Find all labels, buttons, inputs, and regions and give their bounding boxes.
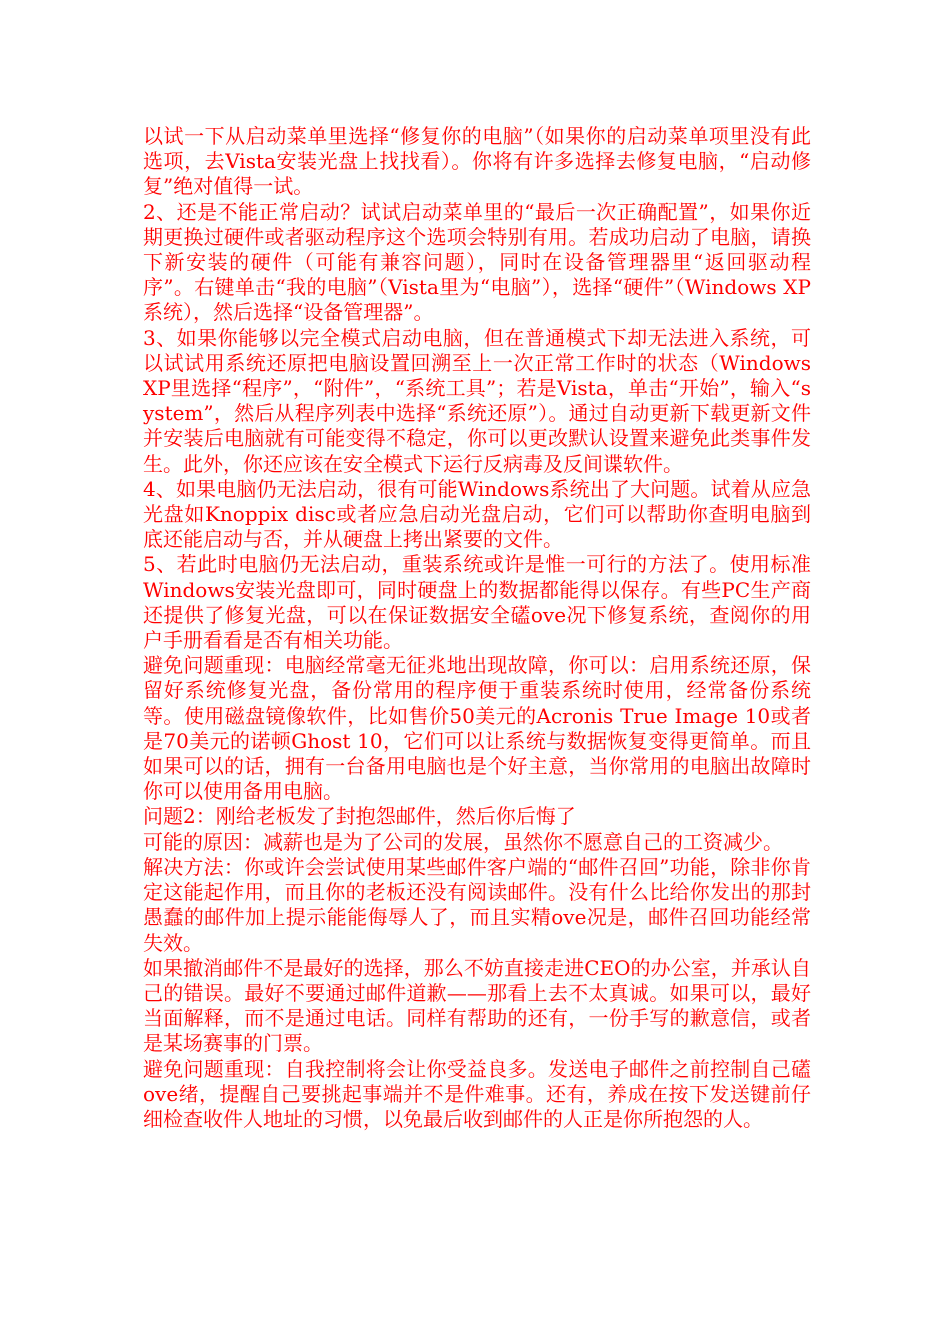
paragraph: 4、如果电脑仍无法启动，很有可能Windows系统出了大问题。试着从应急光盘如Knoppix disc或者应急启动光盘启动，它们可以帮助你查明电脑到底还能启动与否，并从硬盘上拷出紧要的文件。	[143, 476, 811, 552]
section-heading: 问题2：刚给老板发了封抱怨邮件，然后你后悔了	[143, 804, 576, 829]
paragraph: 解决方法：你或许会尝试使用某些邮件客户端的“邮件召回”功能，除非你肯定这能起作用，而且你的老板还没有阅读邮件。没有什么比给你发出的那封愚蠢的邮件加上提示能能侮辱人了，而且实精ove况是，邮件召回功能经常失效。	[143, 854, 811, 955]
paragraph: 以试一下从启动菜单里选择“修复你的电脑”（如果你的启动菜单项里没有此选项，去Vista安装光盘上找找看）。你将有许多选择去修复电脑，“启动修复”绝对值得一试。	[143, 124, 811, 199]
paragraph: 3、如果你能够以完全模式启动电脑，但在普通模式下却无法进入系统，可以试试用系统还原把电脑设置回溯至上一次正常工作时的状态（Windows XP里选择“程序”，“附件”，“系统工具”；若是Vista，单击“开始”，输入“system”，然后从程序列表中选择“系统还原”）。通过自动更新下载更新文件并安装后电脑就有可能变得不稳定，你可以更改默认设置来避免此类事件发生。此外，你还应该在安全模式下运行反病毒及反间谍软件。	[143, 325, 811, 476]
paragraph: 避免问题重现：自我控制将会让你受益良多。发送电子邮件之前控制自己礚ove绪，提醒自己要挑起事端并不是件难事。还有，养成在按下发送键前仔细检查收件人地址的习惯，以免最后收到邮件的人正是你所抱怨的人。	[143, 1056, 811, 1131]
paragraph: 5、若此时电脑仍无法启动，重装系统或许是惟一可行的方法了。使用标准Windows安装光盘即可，同时硬盘上的数据都能得以保存。有些PC生产商还提供了修复光盘，可以在保证数据安全礚ove况下修复系统，查阅你的用户手册看看是否有相关功能。	[143, 552, 811, 653]
paragraph: 可能的原因：减薪也是为了公司的发展，虽然你不愿意自己的工资减少。	[143, 829, 783, 854]
document-body	[143, 124, 811, 1132]
paragraph: 避免问题重现：电脑经常毫无征兆地出现故障，你可以：启用系统还原，保留好系统修复光盘，备份常用的程序便于重装系统时使用，经常备份系统等。使用磁盘镜像软件，比如售价50美元的Acronis True Image 10或者是70美元的诺顿Ghost 10，它们可以让系统与数据恢复变得更简单。而且如果可以的话，拥有一台备用电脑也是个好主意，当你常用的电脑出故障时你可以使用备用电脑。	[143, 653, 811, 804]
paragraph: 如果撤消邮件不是最好的选择，那么不妨直接走进CEO的办公室，并承认自己的错误。最好不要通过邮件道歉——那看上去不太真诚。如果可以，最好当面解释，而不是通过电话。同样有帮助的还有，一份手写的歉意信，或者是某场赛事的门票。	[143, 955, 811, 1056]
paragraph: 2、还是不能正常启动？试试启动菜单里的“最后一次正确配置”，如果你近期更换过硬件或者驱动程序这个选项会特别有用。若成功启动了电脑，请换下新安装的硬件（可能有兼容问题），同时在设备管理器里“返回驱动程序”。右键单击“我的电脑”（Vista里为“电脑”），选择“硬件”（Windows XP系统），然后选择“设备管理器”。	[143, 199, 811, 325]
